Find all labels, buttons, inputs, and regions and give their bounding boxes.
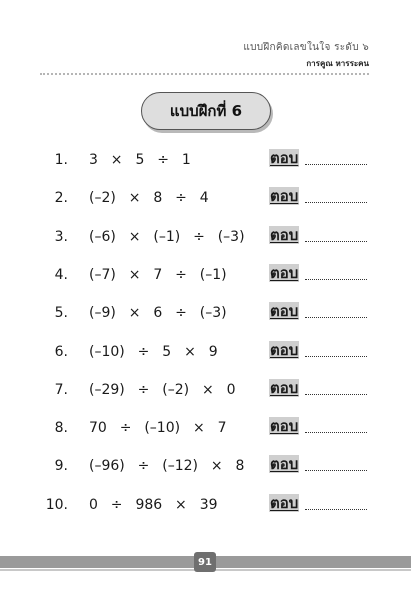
problem-number: 10. <box>45 496 68 513</box>
answer-blank[interactable] <box>305 317 367 318</box>
problem-number: 5. <box>54 305 68 322</box>
problem-number: 1. <box>54 152 68 168</box>
answer-blank[interactable] <box>305 164 367 165</box>
answer-blank[interactable] <box>305 356 367 357</box>
page-number: 91 <box>198 556 212 568</box>
answer-blank[interactable] <box>305 509 367 510</box>
problem-expression: (–7) × 7 ÷ (–1) <box>89 266 227 283</box>
exercise-title: แบบฝึกที่ 6 <box>169 102 243 120</box>
page-number-tab <box>194 552 216 572</box>
problem-row <box>0 412 411 450</box>
answer-blank[interactable] <box>305 432 367 433</box>
problem-expression: 3 × 5 ÷ 1 <box>89 152 191 168</box>
problem-number: 9. <box>54 458 68 475</box>
problem-row <box>0 297 411 335</box>
answer-label: ตอบ <box>270 455 299 474</box>
problem-number: 7. <box>54 381 68 398</box>
problem-expression: (–96) ÷ (–12) × 8 <box>89 458 245 475</box>
exercise-title-badge <box>141 92 271 130</box>
problem-row <box>0 221 411 259</box>
header-subtitle: การคูณ หารระคน <box>306 59 369 68</box>
answer-blank[interactable] <box>305 470 367 471</box>
answer-label: ตอบ <box>270 225 299 244</box>
problem-row <box>0 489 411 527</box>
answer-label: ตอบ <box>270 417 299 436</box>
answer-label: ตอบ <box>270 187 299 206</box>
problem-row <box>0 144 411 182</box>
answer-label: ตอบ <box>270 378 299 397</box>
answer-blank[interactable] <box>305 241 367 242</box>
problem-expression: (–29) ÷ (–2) × 0 <box>89 381 236 398</box>
problem-row <box>0 336 411 374</box>
problem-number: 3. <box>54 228 68 245</box>
problem-row <box>0 259 411 297</box>
answer-label: ตอบ <box>270 302 299 321</box>
problem-number: 8. <box>54 420 68 437</box>
problem-expression: 70 ÷ (–10) × 7 <box>89 420 227 437</box>
answer-label: ตอบ <box>270 263 299 282</box>
problem-expression: (–6) × (–1) ÷ (–3) <box>89 228 245 245</box>
answer-blank[interactable] <box>305 202 367 203</box>
problem-row <box>0 374 411 412</box>
problem-number: 2. <box>54 190 68 207</box>
answer-label: ตอบ <box>270 149 299 167</box>
problem-expression: (–2) × 8 ÷ 4 <box>89 190 209 207</box>
problem-expression: (–10) ÷ 5 × 9 <box>89 343 218 360</box>
header-title: แบบฝึกคิดเลขในใจ ระดับ ๖ <box>243 42 369 53</box>
answer-label: ตอบ <box>270 340 299 359</box>
problem-number: 6. <box>54 343 68 360</box>
answer-blank[interactable] <box>305 279 367 280</box>
dotted-divider <box>40 73 369 75</box>
problem-number: 4. <box>54 266 68 283</box>
problem-row <box>0 182 411 220</box>
problem-expression: 0 ÷ 986 × 39 <box>89 496 218 513</box>
answer-blank[interactable] <box>305 394 367 395</box>
problem-row <box>0 450 411 488</box>
problem-expression: (–9) × 6 ÷ (–3) <box>89 305 227 322</box>
answer-label: ตอบ <box>270 493 299 512</box>
